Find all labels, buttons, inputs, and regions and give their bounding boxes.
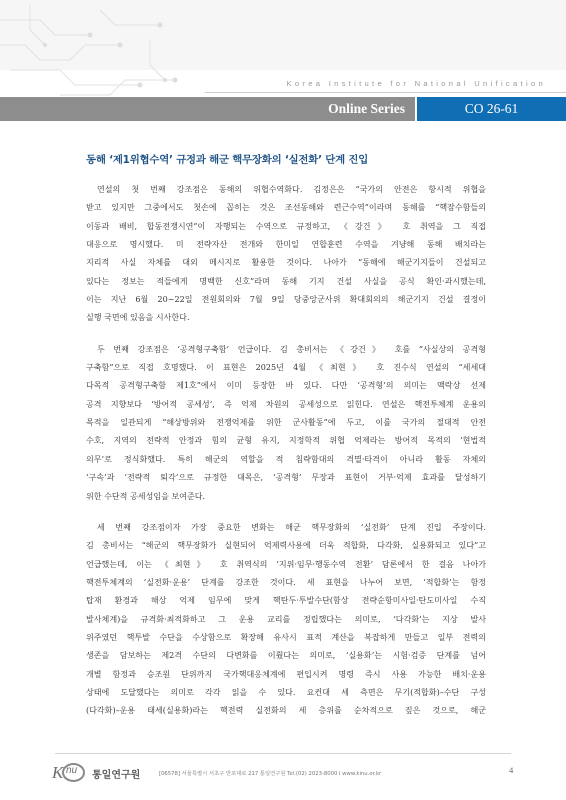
text-line: 위한 수단적 공세성임을 보여준다. <box>86 491 206 501</box>
body-text <box>86 181 486 734</box>
footer-rule <box>55 753 511 754</box>
series-code-panel <box>417 97 566 121</box>
text-line: 공격 지향보다 ‘방어적 공세성’, 즉 억제 차원의 공세성으로 읽힌다. 연설은 핵전투체계 운용의 <box>86 399 486 409</box>
footer-address: [06578] 서울특별시 서초구 반포대로 217 통일연구원 Tel.(02) 2023-8000 l www.kinu.or.kr <box>159 771 382 777</box>
text-line: 의무’로 정식화했다. 특히 해군의 역할을 적 침략함대의 격멸·타격이 아니라 활동 자체의 <box>86 454 486 464</box>
text-line: 수호, 지역의 전략적 안정과 힘의 균형 유지, 지정학적 위협 억제라는 방어적 목적의 ‘현법적 <box>86 436 486 446</box>
text-line: 지리적 사실 자체를 대외 메시지로 활용한 것이다. 나아가 “동해에 해군기지들이 건설되고 <box>86 258 486 268</box>
section-title: 동해 ‘제1위협수역’ 규정과 해군 핵무장화의 ‘실전화’ 단계 진입 <box>86 154 369 166</box>
kinu-logo <box>52 762 172 786</box>
text-line: 언급했는데, 이는 《최현》 호 취역식의 ‘지위·임무·행동수역 전환’ 담론에서 한 걸음 나아가 <box>86 559 486 569</box>
logo-text: 통일연구원 <box>92 770 141 781</box>
series-label-panel <box>0 97 415 121</box>
text-line: 이는 지난 6월 20~22일 전원회의와 7월 9일 당중앙군사위 확대회의의 해군기지 건설 결정이 <box>86 295 486 305</box>
text-line: 세 번째 강조점이자 가장 중요한 변화는 해군 핵무장화의 ‘실전화’ 단계 진입 주장이다. <box>97 522 486 532</box>
text-line: ‘구속’과 ‘전략적 퇴각’으로 규정한 대목은, ‘공격형’ 무장과 표현이 거부·억제 효과를 달성하기 <box>86 473 486 483</box>
text-line: 생존을 담보하는 제2격 수단의 다변화를 이뤘다는 의미로, ‘실용화’는 시험·검증 단계를 넘어 <box>86 651 486 661</box>
text-line: 다목적 공격형구축함 제1호”에서 이미 등장한 바 있다. 다만 ‘공격형’의 의미는 맥락상 선제 <box>86 381 486 391</box>
paragraph-2 <box>86 341 486 506</box>
page-footer <box>0 756 566 800</box>
text-line: 실행 국면에 있음을 시사한다. <box>86 313 190 323</box>
text-line: 김 총비서는 “해군의 핵무장화가 실현되어 억제력사용에 더욱 적합화, 다각화, 실용화되고 있다”고 <box>86 541 486 551</box>
text-line: 대응으로 명시했다. 미 전략자산 전개와 한미일 연합훈련 수역을 겨냥해 동해 배치라는 <box>86 240 486 250</box>
text-line: 발사체계)을 규격화·최적화하고 그 운용 교리를 정립했다는 의미로, ‘다각화’는 지상 발사 <box>86 614 486 624</box>
text-line: 핵전투체계의 ‘실전화·운용’ 단계를 강조한 것이다. 세 표현을 나누어 보면, ‘적합화’는 함정 <box>86 577 486 587</box>
page-header <box>0 0 566 122</box>
page-number: 4 <box>509 765 514 775</box>
logo-nu: nu <box>66 765 78 776</box>
text-line: 구축함”으로 직접 호명했다. 이 표현은 2025년 4월 《최현》 호 진수식 연설의 “세세대 <box>86 363 486 373</box>
text-line: 받고 있지만 그중에서도 첫손에 꼽히는 것은 조선동해와 련근수역”이라며 동해를 “핵잠수함들의 <box>86 203 486 213</box>
paragraph-3 <box>86 519 486 721</box>
series-label: Online Series <box>328 101 405 116</box>
text-line: 개별 함정과 승조원 단위까지 국가핵대응체계에 편입시켜 명령 즉시 사용 가능한 배치·운용 <box>86 669 486 679</box>
circuit-decoration <box>0 0 190 110</box>
text-line: 탑재 환경과 해상 억제 임무에 맞게 핵탄두·투발수단(함상 전략순항미사일·탄도미사일 수직 <box>86 596 486 606</box>
text-line: 있다는 정보는 적들에게 명백한 신호”라며 동해 기지 건설 사실을 공식 확인·과시했는데, <box>86 276 486 286</box>
paragraph-1 <box>86 181 486 328</box>
text-line: 이동과 배비, 합동전쟁시연”이 자행되는 수역으로 규정하고, 《강건》 호 취역을 그 직접 <box>86 221 486 231</box>
text-line: 목적을 일관되게 “해상방위와 전쟁억제를 위한 군사활동”에 두고, 이를 국가의 절대적 안전 <box>86 418 486 428</box>
text-line: 연설의 첫 번째 강조점은 동해의 위협수역화다. 김정은은 “국가의 안전은 항시적 위협을 <box>97 185 486 194</box>
header-rule <box>205 92 566 93</box>
series-bar <box>0 97 566 121</box>
institute-name: Korea Institute for National Unification <box>286 79 546 88</box>
text-line: 두 번째 강조점은 ‘공격형구축함’ 언급이다. 김 총비서는 《강건》 호를 “사실상의 공격형 <box>97 344 486 354</box>
logo-k: K <box>52 763 64 782</box>
text-line: (다각화)–운용 태세(실용화)라는 핵전력 실전화의 세 층위를 순차적으로 짚은 것으로, 해군 <box>86 706 486 716</box>
text-line: 위주였던 핵투발 수단을 수상함으로 확장해 유사시 표적 계산을 복잡하게 만들고 일부 전력의 <box>86 632 486 642</box>
text-line: 상태에 도달했다는 의미로 각각 읽을 수 있다. 요컨대 세 측면은 무기(적합화)–수단 구성 <box>86 687 486 697</box>
series-code: CO 26-61 <box>464 101 519 116</box>
